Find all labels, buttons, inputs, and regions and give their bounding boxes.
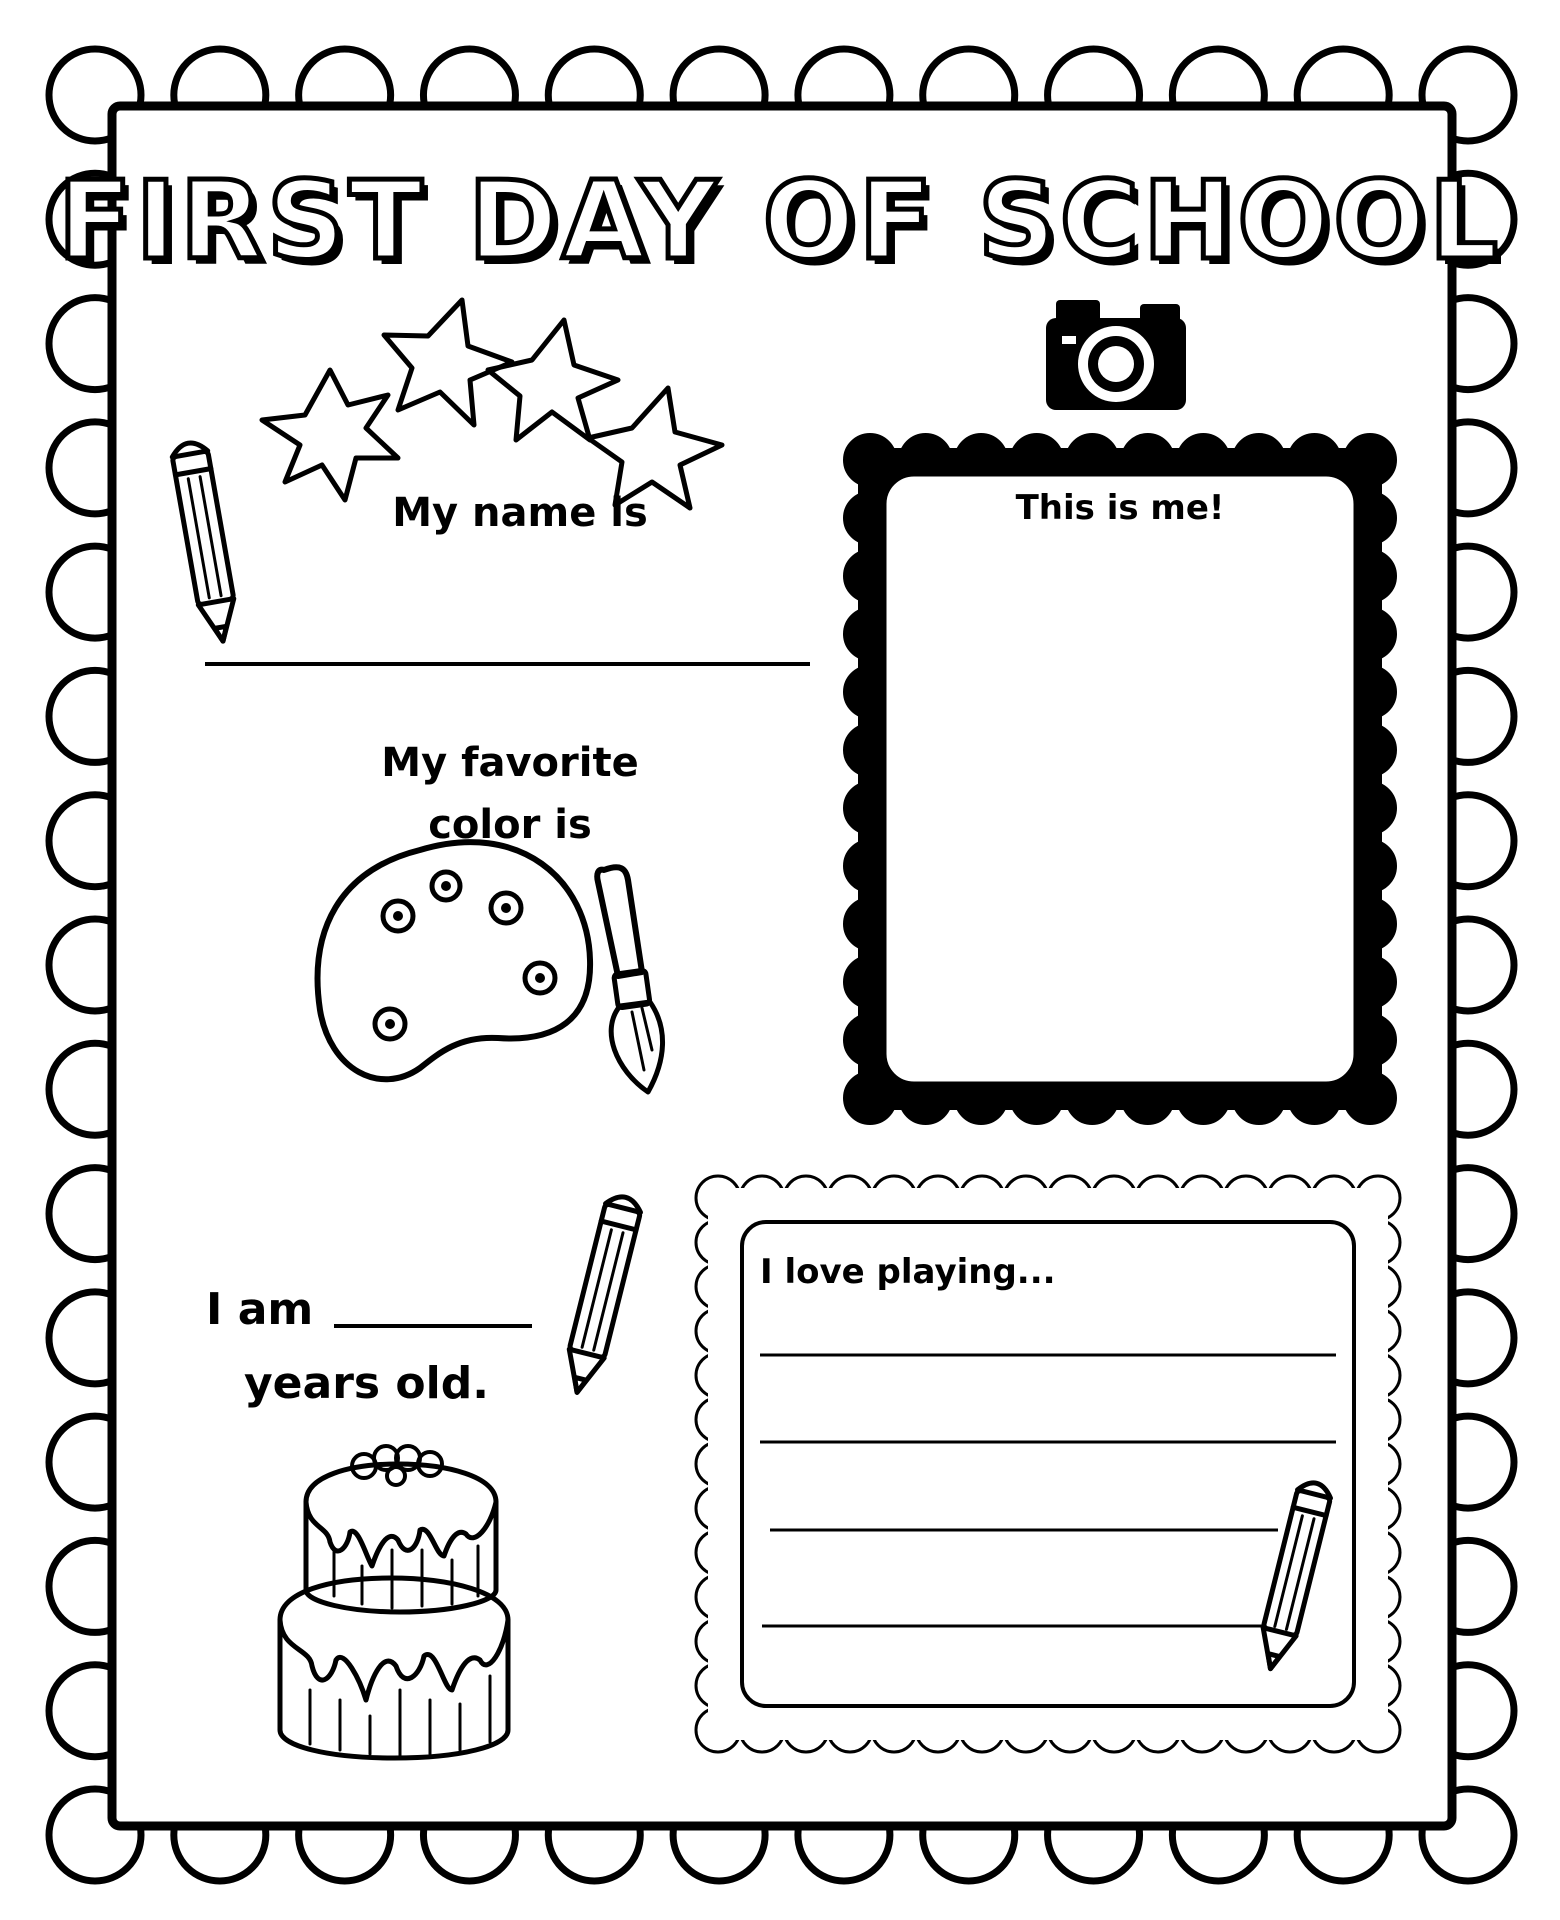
play-prompt: I love playing...	[760, 1252, 1056, 1292]
age-prompt-prefix: I am	[206, 1284, 314, 1335]
age-prompt-suffix: years old.	[244, 1358, 489, 1409]
favorite-color-prompt: My favorite color is	[381, 740, 639, 848]
photo-frame-box	[884, 474, 1356, 1084]
worksheet-title: FIRST DAY OF SCHOOL	[58, 159, 1502, 284]
name-prompt: My name is	[392, 490, 648, 536]
photo-caption: This is me!	[1015, 488, 1225, 528]
